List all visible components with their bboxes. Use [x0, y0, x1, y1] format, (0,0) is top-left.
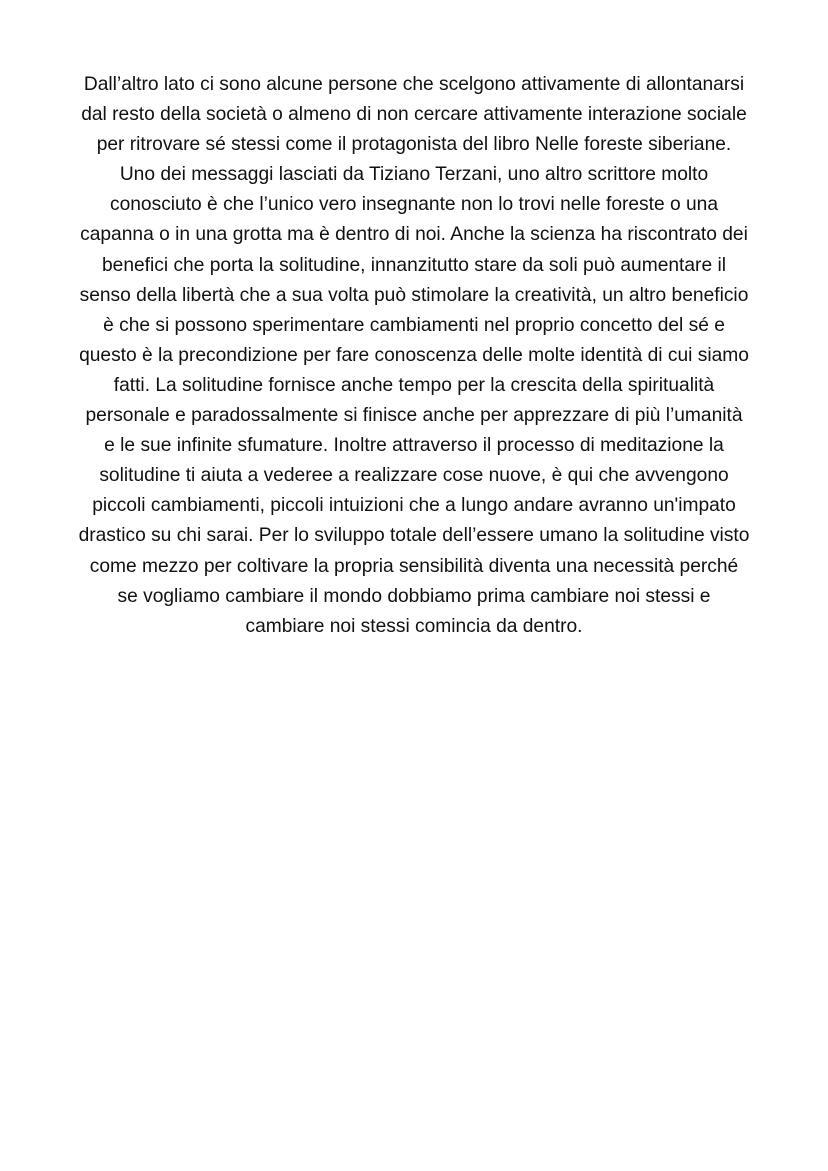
paragraph-line: e le sue infinite sfumature. Inoltre attraverso il processo di meditazione la [104, 435, 724, 457]
paragraph-line: come mezzo per coltivare la propria sensibilità diventa una necessità perché [89, 555, 739, 577]
paragraph-line: per ritrovare sé stessi come il protagonista del libro Nelle foreste siberiane. [96, 134, 732, 156]
paragraph-line: piccoli cambiamenti, piccoli intuizioni che a lungo andare avranno un'impato [92, 495, 736, 517]
paragraph-line: Dall’altro lato ci sono alcune persone che scelgono attivamente di allontanarsi [83, 74, 745, 95]
paragraph-line: fatti. La solitudine fornisce anche tempo per la crescita della spiritualità [113, 374, 715, 396]
paragraph-line: personale e paradossalmente si finisce anche per apprezzare di più l’umanità [85, 405, 743, 427]
paragraph-line: benefici che porta la solitudine, innanzitutto stare da soli può aumentare il [102, 254, 726, 276]
paragraph-line: senso della libertà che a sua volta può stimolare la creatività, un altro beneficio [79, 284, 749, 306]
paragraph-line: Uno dei messaggi lasciati da Tiziano Terzani, uno altro scrittore molto [119, 164, 709, 186]
paragraph-line: solitudine ti aiuta a vederee a realizzare cose nuove, è qui che avvengono [99, 465, 729, 487]
body-paragraph [30, 70, 798, 642]
paragraph-line: è che si possono sperimentare cambiamenti nel proprio concetto del sé e [103, 314, 725, 336]
paragraph-line: questo è la precondizione per fare conoscenza delle molte identità di cui siamo [79, 344, 749, 366]
paragraph-line: drastico su chi sarai. Per lo sviluppo totale dell’essere umano la solitudine visto [78, 525, 750, 547]
paragraph-line: conosciuto è che l’unico vero insegnante non lo trovi nelle foreste o una [110, 194, 718, 216]
paragraph-line: cambiare noi stessi comincia da dentro. [245, 615, 583, 637]
paragraph-line: capanna o in una grotta ma è dentro di noi. Anche la scienza ha riscontrato dei [80, 224, 748, 246]
paragraph-line: dal resto della società o almeno di non cercare attivamente interazione sociale [81, 104, 747, 126]
paragraph-line: se vogliamo cambiare il mondo dobbiamo prima cambiare noi stessi e [117, 585, 711, 607]
